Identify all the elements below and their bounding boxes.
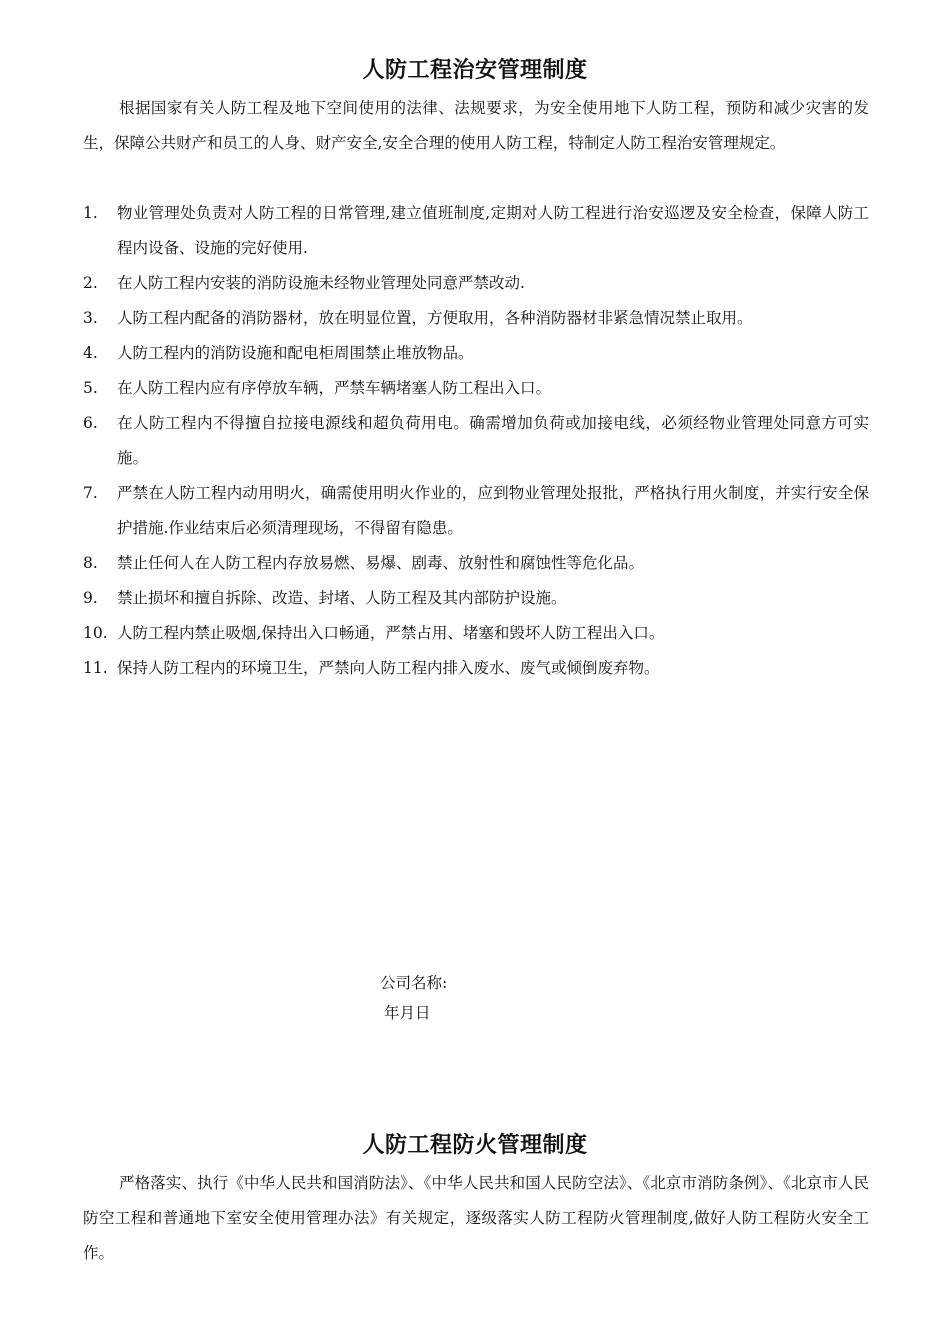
rule-number: 2. xyxy=(83,274,98,292)
rule-item xyxy=(83,651,869,686)
security-policy-title: 人防工程治安管理制度 xyxy=(362,58,588,83)
rule-text: 严禁在人防工程内动用明火，确需使用明火作业的，应到物业管理处报批，严格执行用火制度，并实行安全保护措施.作业结束后必须清理现场，不得留有隐患。 xyxy=(117,484,869,537)
company-name-label: 公司名称: xyxy=(380,974,448,992)
rule-text: 人防工程内禁止吸烟,保持出入口畅通，严禁占用、堵塞和毁坏人防工程出入口。 xyxy=(117,624,665,642)
fire-policy-title: 人防工程防火管理制度 xyxy=(362,1133,588,1158)
rule-text: 人防工程内配备的消防器材，放在明显位置，方便取用，各种消防器材非紧急情况禁止取用。 xyxy=(117,309,753,327)
rule-number: 11. xyxy=(83,659,108,677)
rule-number: 3. xyxy=(83,309,98,327)
rule-item xyxy=(83,196,869,266)
rule-item xyxy=(83,301,869,336)
rule-text: 禁止任何人在人防工程内存放易燃、易爆、剧毒、放射性和腐蚀性等危化品。 xyxy=(117,554,645,572)
rule-text: 人防工程内的消防设施和配电柜周围禁止堆放物品。 xyxy=(117,344,474,362)
security-rules-list xyxy=(83,196,869,686)
rule-item xyxy=(83,616,869,651)
rule-item xyxy=(83,406,869,476)
rule-number: 4. xyxy=(83,344,98,362)
rule-number: 7. xyxy=(83,484,98,502)
rule-text: 保持人防工程内的环境卫生，严禁向人防工程内排入废水、废气或倾倒废弃物。 xyxy=(117,659,660,677)
rule-number: 8. xyxy=(83,554,98,572)
rule-text: 物业管理处负责对人防工程的日常管理,建立值班制度,定期对人防工程进行治安巡逻及安全检查，保障人防工程内设备、设施的完好使用. xyxy=(117,204,869,257)
security-policy-intro: 根据国家有关人防工程及地下空间使用的法律、法规要求，为安全使用地下人防工程，预防和减少灾害的发生，保障公共财产和员工的人身、财产安全,安全合理的使用人防工程，特制定人防工程治安管理规定。 xyxy=(83,99,869,152)
fire-policy-intro: 严格落实、执行《中华人民共和国消防法》、《中华人民共和国人民防空法》、《北京市消防条例》、《北京市人民防空工程和普通地下室安全使用管理办法》有关规定，逐级落实人防工程防火管理制度,做好人防工程防火安全工作。 xyxy=(83,1174,869,1262)
rule-number: 6. xyxy=(83,414,98,432)
rule-item xyxy=(83,476,869,546)
rule-item xyxy=(83,266,869,301)
rule-number: 5. xyxy=(83,379,98,397)
rule-text: 禁止损坏和擅自拆除、改造、封堵、人防工程及其内部防护设施。 xyxy=(117,589,567,607)
rule-text: 在人防工程内不得擅自拉接电源线和超负荷用电。确需增加负荷或加接电线，必须经物业管理处同意方可实施。 xyxy=(117,414,869,467)
rule-item xyxy=(83,546,869,581)
date-label: 年月日 xyxy=(384,1004,431,1022)
rule-text: 在人防工程内安装的消防设施未经物业管理处同意严禁改动. xyxy=(117,274,525,292)
rule-text: 在人防工程内应有序停放车辆，严禁车辆堵塞人防工程出入口。 xyxy=(117,379,552,397)
rule-item xyxy=(83,581,869,616)
rule-item xyxy=(83,336,869,371)
rule-number: 1. xyxy=(83,204,98,222)
rule-item xyxy=(83,371,869,406)
rule-number: 10. xyxy=(83,624,108,642)
rule-number: 9. xyxy=(83,589,98,607)
